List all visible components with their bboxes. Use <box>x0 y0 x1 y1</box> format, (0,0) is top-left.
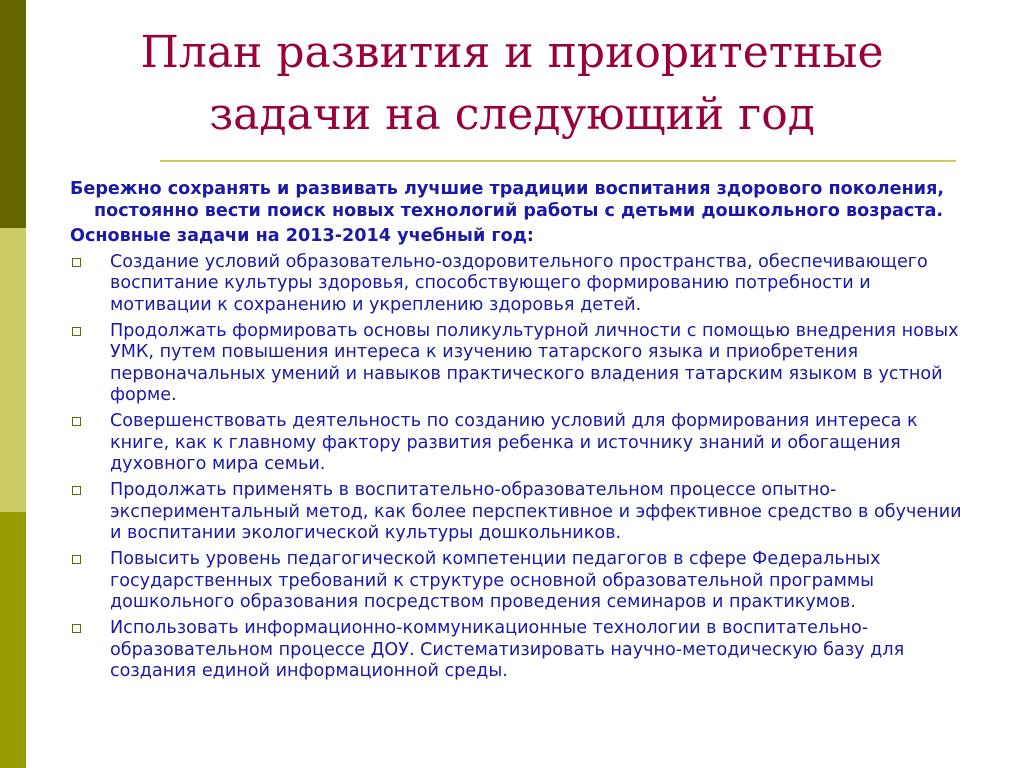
list-item <box>70 321 975 407</box>
title-divider <box>160 160 956 162</box>
intro-text: Бережно сохранять и развивать лучшие традиции воспитания здорового поколения, постоянно вести поиск новых технологий работы с детьми дошкольного возраста. <box>70 179 945 221</box>
list-item <box>70 549 975 614</box>
slide-title-line1: План развития и приоритетные <box>140 27 884 78</box>
hollow-square-bullet-icon <box>72 486 81 495</box>
list-item-text: Использовать информационно-коммуникационные технологии в воспитательно-образовательном процессе ДОУ. Систематизировать научно-методическую базу для создания единой информационной среды. <box>110 618 905 681</box>
list-item-text: Продолжать формировать основы поликультурной личности с помощью внедрения новых УМК, путем повышения интереса к изучению татарского языка и приобретения первоначальных умений и навыков практического владения татарским языком в устной форме. <box>110 320 959 405</box>
list-item-text: Продолжать применять в воспитательно-образовательном процессе опытно-экспериментальный метод, как более перспективное и эффективное средство в обучении и воспитании экологической культуры дошкольников. <box>110 480 962 543</box>
list-item <box>70 411 975 476</box>
side-bar-middle <box>0 228 26 512</box>
hollow-square-bullet-icon <box>72 624 81 633</box>
list-item <box>70 618 975 683</box>
list-item <box>70 252 975 317</box>
list-item-text: Создание условий образовательно-оздоровительного пространства, обеспечивающего воспитание культуры здоровья, способствующего формированию потребности и мотивации к сохранению и укреплению здоровья детей. <box>110 251 928 315</box>
hollow-square-bullet-icon <box>72 327 81 336</box>
side-bar-bottom <box>0 512 26 768</box>
side-bar-top <box>0 0 26 228</box>
slide-title <box>40 22 984 146</box>
hollow-square-bullet-icon <box>72 258 81 267</box>
slide-body <box>70 179 975 687</box>
slide-title-line2: задачи на следующий год <box>209 89 815 140</box>
tasks-heading: Основные задачи на 2013-2014 учебный год: <box>70 226 534 246</box>
hollow-square-bullet-icon <box>72 417 81 426</box>
hollow-square-bullet-icon <box>72 555 81 564</box>
task-list <box>70 252 975 683</box>
list-item <box>70 480 975 545</box>
list-item-text: Повысить уровень педагогической компетенции педагогов в сфере Федеральных государственных требований к структуре основной образовательной программы дошкольного образования посредством проведения семинаров и практикумов. <box>110 549 881 612</box>
list-item-text: Совершенствовать деятельность по созданию условий для формирования интереса к книге, как к главному фактору развития ребенка и источнику знаний и обогащения духовного мира семьи. <box>110 411 918 474</box>
